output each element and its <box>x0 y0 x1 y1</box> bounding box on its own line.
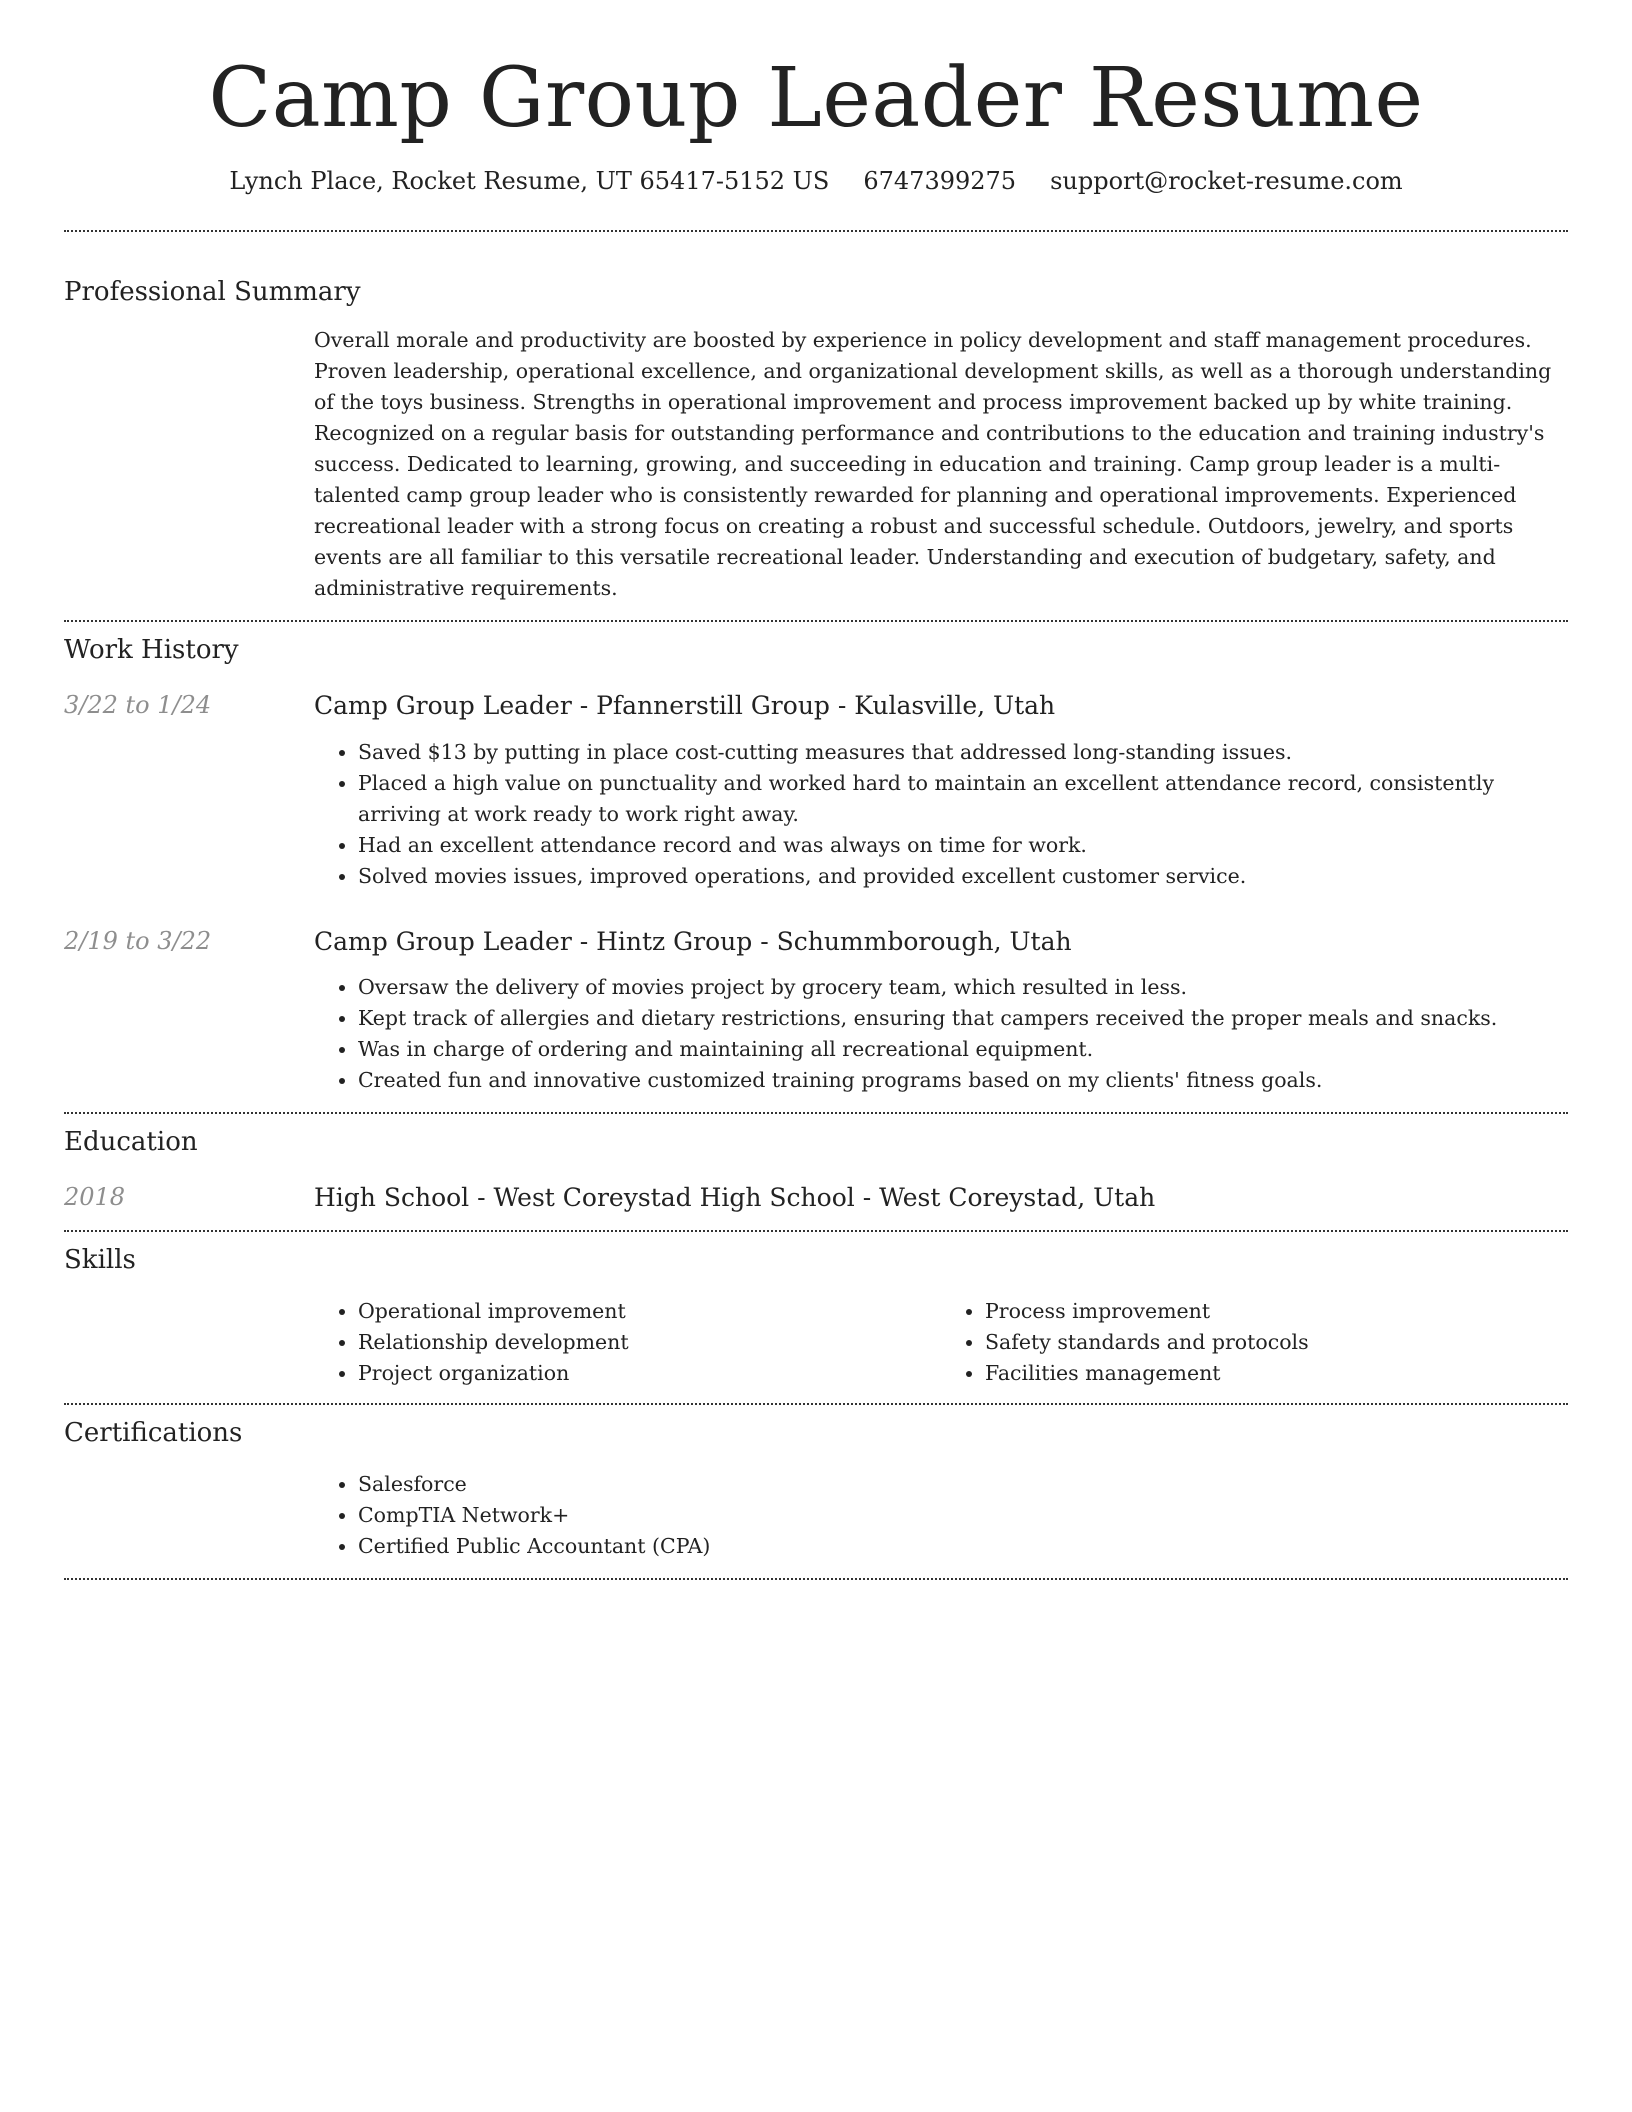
summary-heading: Professional Summary <box>64 276 361 307</box>
certifications-heading: Certifications <box>64 1418 243 1449</box>
job-bullet: • Saved $13 by putting in place cost-cutting measures that addressed long-standing issues. <box>358 737 1568 768</box>
job-bullet: • Had an excellent attendance record and was always on time for work. <box>358 830 1568 861</box>
job-entry <box>64 690 1568 892</box>
skills-section <box>64 1232 1568 1389</box>
skill-item: • Relationship development <box>358 1327 941 1358</box>
job-entry <box>64 926 1568 1097</box>
certification-item: • CompTIA Network+ <box>358 1500 1568 1531</box>
job-bullets <box>314 737 1568 892</box>
education-entry: High School - West Coreystad High School - West Coreystad, Utah <box>314 1182 1156 1212</box>
contact-line <box>64 166 1568 197</box>
job-bullets <box>314 972 1568 1096</box>
job-dates: 3/22 to 1/24 <box>64 691 212 720</box>
education-year: 2018 <box>64 1182 126 1211</box>
job-bullet: • Solved movies issues, improved operations, and provided excellent customer service. <box>358 861 1568 892</box>
skills-list-left <box>314 1296 941 1389</box>
work-history-section <box>64 622 1568 1096</box>
certifications-list <box>314 1469 1568 1562</box>
skill-item: • Process improvement <box>985 1296 1568 1327</box>
contact-email: support@rocket-resume.com <box>1050 167 1403 196</box>
divider <box>64 1578 1568 1580</box>
job-bullet: • Was in charge of ordering and maintaining all recreational equipment. <box>358 1034 1568 1065</box>
job-dates: 2/19 to 3/22 <box>64 926 212 955</box>
work-history-heading: Work History <box>64 635 239 666</box>
skills-list-right <box>941 1296 1568 1389</box>
skill-item: • Operational improvement <box>358 1296 941 1327</box>
job-bullet: • Kept track of allergies and dietary restrictions, ensuring that campers received the proper meals and snacks. <box>358 1003 1568 1034</box>
summary-section <box>64 232 1568 605</box>
skill-item: • Facilities management <box>985 1358 1568 1389</box>
skill-item: • Safety standards and protocols <box>985 1327 1568 1358</box>
contact-phone: 6747399275 <box>863 167 1017 196</box>
education-section <box>64 1114 1568 1214</box>
resume-title: Camp Group Leader Resume <box>208 51 1424 146</box>
job-bullet: • Placed a high value on punctuality and worked hard to maintain an excellent attendance record, consistently arriving at work ready to work right away. <box>358 768 1568 830</box>
certification-item: • Certified Public Accountant (CPA) <box>358 1531 1568 1562</box>
summary-text: Overall morale and productivity are boosted by experience in policy development and staff management procedures. Proven leadership, operational excellence, and organizational development skills, as well as a thorough understanding of the toys business. Strengths in operational improvement and process improvement backed up by white training. Recognized on a regular basis for outstanding performance and contributions to the education and training industry's success. Dedicated to learning, growing, and succeeding in education and training. Camp group leader is a multi-talented camp group leader who is consistently rewarded for planning and operational improvements. Experienced recreational leader with a strong focus on creating a robust and successful schedule. Outdoors, jewelry, and sports events are all familiar to this versatile recreational leader. Understanding and execution of budgetary, safety, and administrative requirements. <box>314 328 1552 601</box>
job-title: Camp Group Leader - Hintz Group - Schummborough, Utah <box>314 926 1072 956</box>
contact-address: Lynch Place, Rocket Resume, UT 65417-5152 US <box>229 167 830 196</box>
certifications-section <box>64 1405 1568 1562</box>
job-bullet: • Oversaw the delivery of movies project by grocery team, which resulted in less. <box>358 972 1568 1003</box>
job-title: Camp Group Leader - Pfannerstill Group - Kulasville, Utah <box>314 691 1056 721</box>
education-heading: Education <box>64 1127 198 1158</box>
certification-item: • Salesforce <box>358 1469 1568 1500</box>
skill-item: • Project organization <box>358 1358 941 1389</box>
job-bullet: • Created fun and innovative customized training programs based on my clients' fitness goals. <box>358 1065 1568 1096</box>
skills-heading: Skills <box>64 1245 136 1276</box>
